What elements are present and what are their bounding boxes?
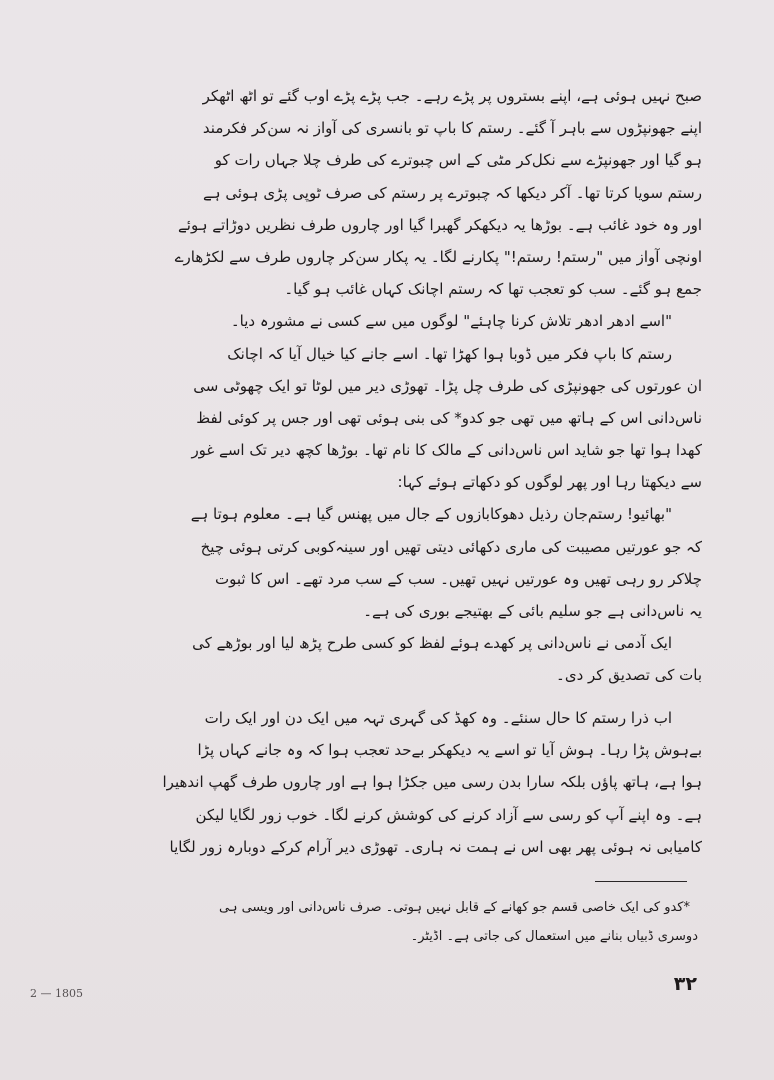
footnote-line: دوسری ڈبیاں بنانے میں استعمال کی جاتی ہے۔ اڈیٹر۔: [410, 929, 698, 944]
paragraph-3: [72, 338, 702, 499]
text-line: ہوا ہے، ہاتھ پاؤں بلکہ سارا بدن رسی میں جکڑا ہوا ہے اور چاروں طرف گھپ اندھیرا: [162, 773, 702, 792]
text-line: سے دیکھتا رہا اور پھر لوگوں کو دکھاتے ہوئے کہا:: [397, 473, 702, 492]
text-line: کھدا ہوا تھا جو شاید اس ناس‌دانی کے مالک کا نام تھا۔ بوڑھا کچھ دیر تک اسے غور: [191, 441, 702, 460]
text-line: ان عورتوں کی جھونپڑی کی طرف چل پڑا۔ تھوڑی دیر میں لوٹا تو ایک چھوٹی سی: [193, 376, 702, 395]
text-line: رستم سویا کرتا تھا۔ آکر دیکھا کہ چبوترے پر رستم کی صرف ٹوپی پڑی ہوئی ہے: [202, 183, 702, 202]
text-line: بات کی تصدیق کر دی۔: [556, 666, 702, 685]
printer-signature: 2 — 1805: [30, 987, 83, 1000]
text-line: ایک آدمی نے ناس‌دانی پر کھدے ہوئے لفظ کو کسی طرح پڑھ لیا اور بوڑھے کی: [192, 634, 672, 653]
paragraph-5: [72, 627, 702, 691]
text-line: جمع ہو گئے۔ سب کو تعجب تھا کہ رستم اچانک کہاں غائب ہو گیا۔: [284, 280, 702, 299]
text-line: چلاکر رو رہی تھیں وہ عورتیں نہیں تھیں۔ سب کے سب مرد تھے۔ اس کا ثبوت: [215, 569, 702, 588]
footnote-divider: [595, 881, 687, 882]
text-line: ہے۔ وہ اپنے آپ کو رسی سے آزاد کرنے کی کوشش کرنے لگا۔ خوب زور لگایا لیکن: [195, 805, 702, 824]
paragraph-2: [72, 305, 702, 337]
paragraph-1: [72, 80, 702, 305]
paragraph-4: [72, 498, 702, 627]
text-line: یہ ناس‌دانی ہے جو سلیم بائی کے بھتیجے بوری کی ہے۔: [363, 602, 702, 620]
text-line: ناس‌دانی اس کے ہاتھ میں تھی جو کدو* کی بنی ہوئی تھی اور جس پر کوئی لفظ: [196, 408, 702, 427]
paragraph-6: [72, 702, 702, 863]
text-line: کہ جو عورتیں مصیبت کی ماری دکھائی دیتی تھیں اور سینہ‌کوبی کرتی ہوئی چیخ: [200, 537, 702, 556]
text-line: صبح نہیں ہوئی ہے، اپنے بستروں پر پڑے رہے۔ جب پڑے پڑے اوب گئے تو اٹھ اٹھکر: [202, 87, 702, 105]
text-line: بےہوش پڑا رہا۔ ہوش آیا تو اسے یہ دیکھکر بےحد تعجب ہوا کہ وہ جانے کہاں پڑا: [197, 741, 702, 760]
footnote-line: *کدو کی ایک خاصی قسم جو کھانے کے قابل نہیں ہوتی۔ صرف ناس‌دانی اور ویسی ہی: [219, 900, 690, 915]
text-line: کامیابی نہ ہوئی پھر بھی اس نے ہمت نہ ہاری۔ تھوڑی دیر آرام کرکے دوبارہ زور لگایا: [169, 837, 702, 856]
text-line: اپنے جھونپڑوں سے باہر آ گئے۔ رستم کا باپ تو بانسری کی آواز نہ سن‌کر فکرمند: [202, 119, 702, 138]
text-line: "بھائیو! رستم‌جان رذیل دھوکابازوں کے جال میں پھنس گیا ہے۔ معلوم ہوتا ہے: [190, 505, 672, 524]
text-line: اور وہ خود غائب ہے۔ بوڑھا یہ دیکھکر گھبرا گیا اور چاروں طرف نظریں دوڑاتے ہوئے: [178, 215, 702, 234]
footnote: [72, 893, 698, 951]
page-number: ۳۲: [673, 973, 697, 995]
text-line: اب ذرا رستم کا حال سنئے۔ وہ کھڈ کی گہری تہہ میں ایک دن اور ایک رات: [204, 709, 672, 727]
main-text-top: [72, 80, 702, 692]
main-text-bottom: [72, 702, 702, 863]
text-line: رستم کا باپ فکر میں ڈوبا ہوا کھڑا تھا۔ اسے جانے کیا خیال آیا کہ اچانک: [227, 344, 672, 363]
text-line: "اسے ادھر ادھر تلاش کرنا چاہئے" لوگوں میں سے کسی نے مشورہ دیا۔: [230, 312, 672, 331]
text-line: اونچی آواز میں "رستم! رستم!" پکارنے لگا۔ یہ پکار سن‌کر چاروں طرف سے لکڑھارے: [174, 247, 702, 266]
text-line: ہو گیا اور جھونپڑے سے نکل‌کر مٹی کے اس چبوترے کی طرف چلا جہاں رات کو: [214, 151, 702, 170]
